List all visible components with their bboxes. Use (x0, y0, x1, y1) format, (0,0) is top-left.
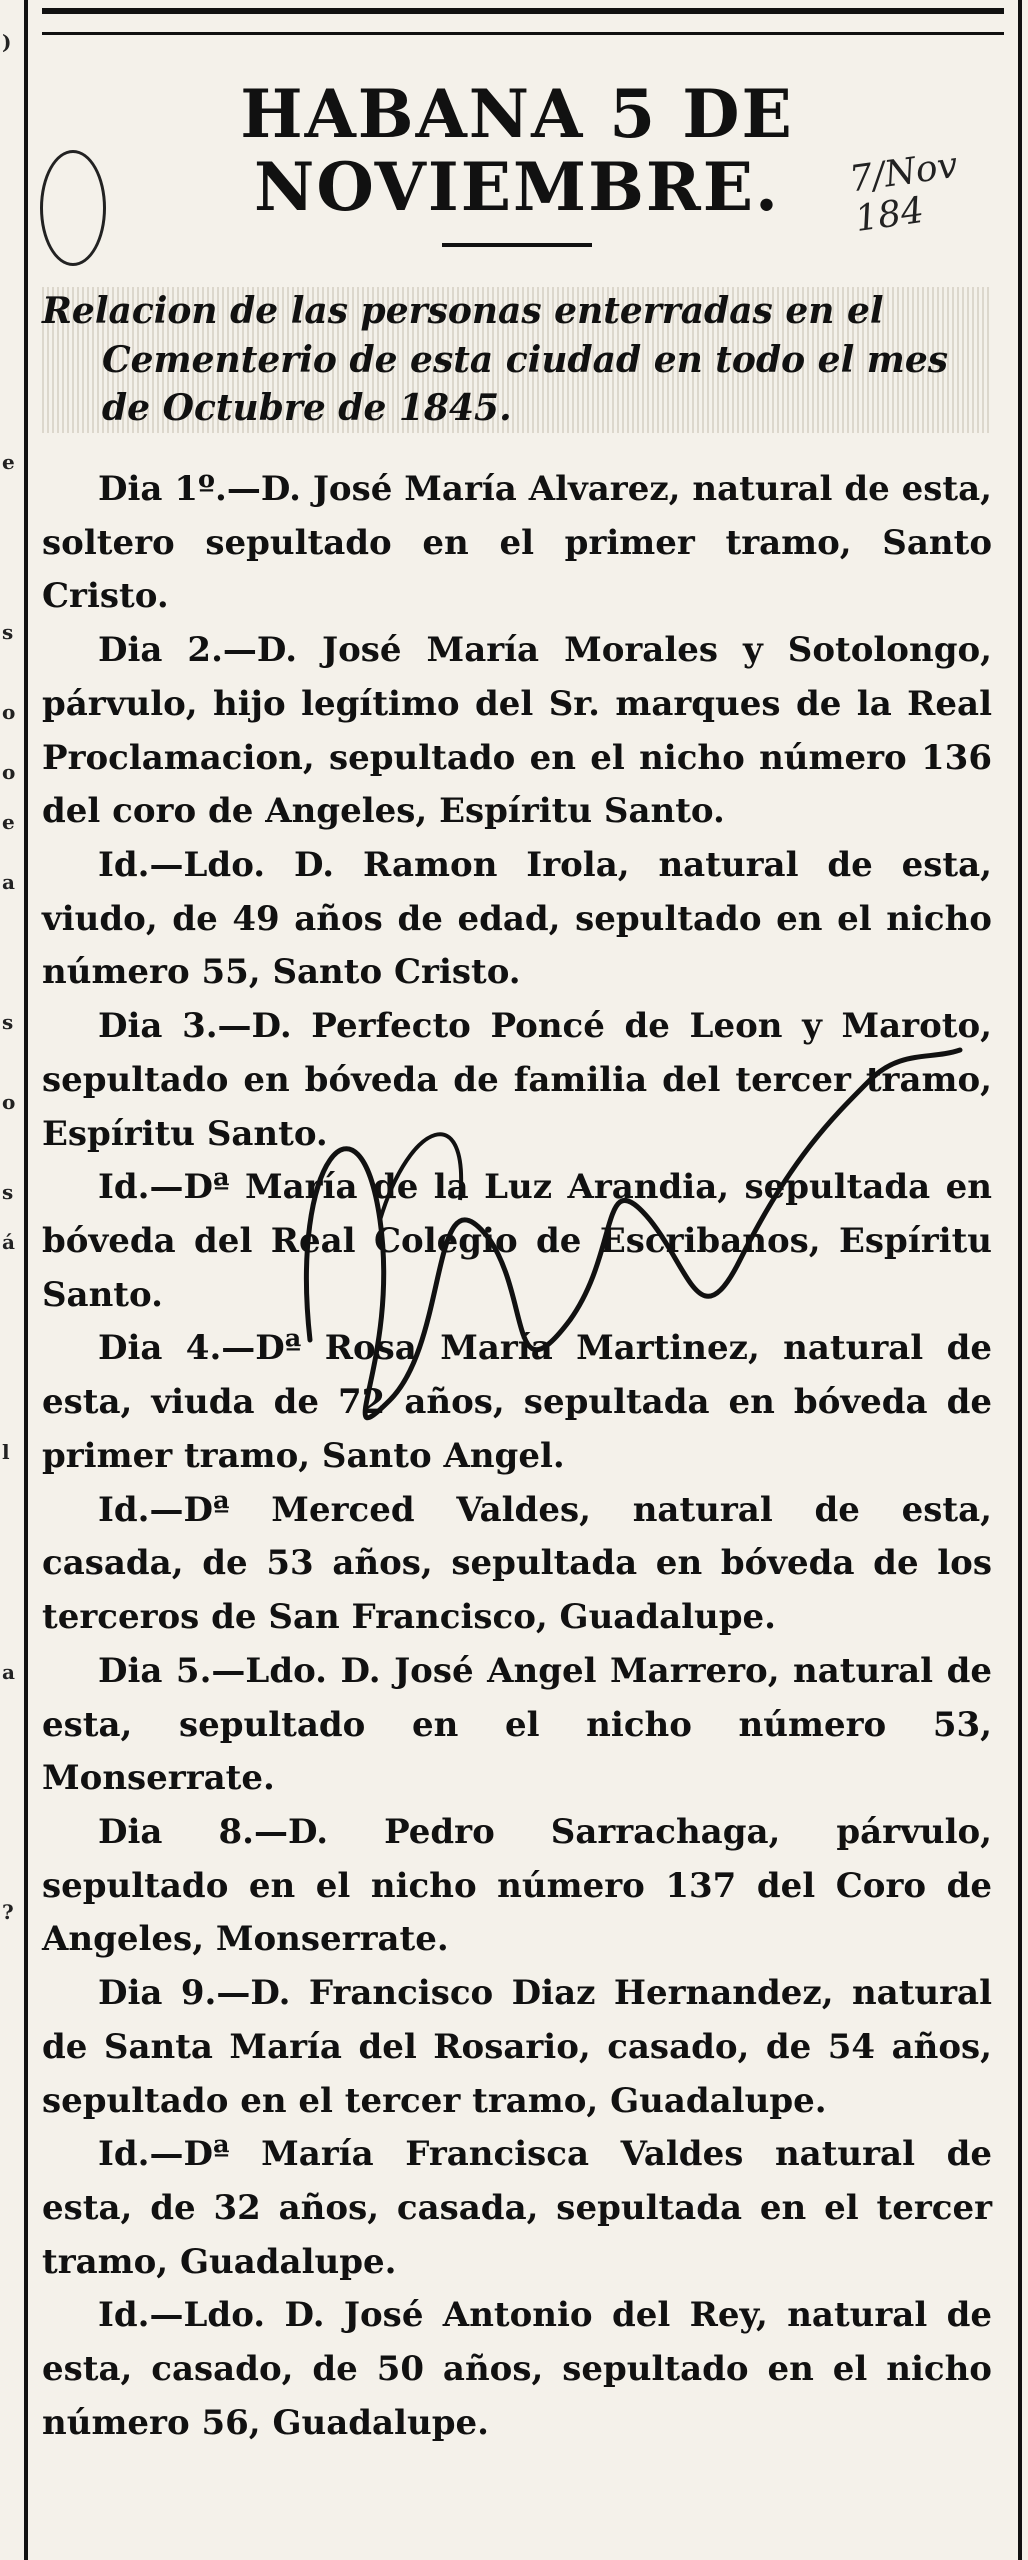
burial-entry: Dia 9.—D. Francisco Diaz Hernandez, natural de Santa María del Rosario, casado, de 54 años, sepultado en el tercer tramo, Guadalupe. (42, 1973, 992, 2121)
burial-entry: Dia 1º.—D. José María Alvarez, natural de esta, soltero sepultado en el primer tramo, Santo Cristo. (42, 468, 992, 617)
margin-fragment: ) (2, 30, 12, 54)
margin-fragment: a (2, 1660, 15, 1684)
margin-fragment: s (2, 1010, 14, 1034)
margin-fragment: e (2, 810, 15, 834)
handwritten-date-note: 7/Nov 184 (847, 144, 961, 240)
burial-entry: Dia 4.—Dª Rosa María Martinez, natural de esta, viuda de 72 años, sepultada en bóveda de primer tramo, Santo Angel. (42, 1328, 992, 1476)
margin-fragment: a (2, 870, 15, 894)
right-edge-rule (1018, 0, 1022, 2560)
burial-entry: Dia 3.—D. Perfecto Poncé de Leon y Maroto, sepultado en bóveda de familia del tercer tramo, Espíritu Santo. (42, 1006, 992, 1154)
burial-entry: Id.—Ldo. D. José Antonio del Rey, natural de esta, casado, de 50 años, sepultado en el nicho número 56, Guadalupe. (42, 2295, 992, 2443)
burial-entry: Id.—Dª Merced Valdes, natural de esta, casada, de 53 años, sepultada en bóveda de los terceros de San Francisco, Guadalupe. (42, 1489, 992, 1638)
burial-entry: Dia 8.—D. Pedro Sarrachaga, párvulo, sepultado en el nicho número 137 del Coro de Angeles, Monserrate. (42, 1811, 992, 1960)
margin-fragment: o (2, 1090, 16, 1114)
margin-fragment: o (2, 700, 16, 724)
article-subheading: Relacion de las personas enterradas en el Cementerio de esta ciudad en todo el mes de Octubre de 1845. (42, 287, 992, 433)
margin-fragment: ? (2, 1900, 14, 1924)
margin-fragment: s (2, 1180, 14, 1204)
top-rule (42, 8, 1004, 35)
burial-entry: Dia 5.—Ldo. D. José Angel Marrero, natural de esta, sepultado en el nicho número 53, Monserrate. (42, 1650, 992, 1799)
burial-entry: Id.—Dª María Francisca Valdes natural de esta, de 32 años, casada, sepultada en el tercer tramo, Guadalupe. (42, 2134, 992, 2282)
adjacent-column-edge (0, 0, 28, 2560)
title-divider (442, 243, 592, 247)
margin-fragment: e (2, 450, 15, 474)
burial-entry: Id.—Dª María de la Luz Arandia, sepultada en bóveda del Real Colegio de Escribanos, Espíritu Santo. (42, 1167, 992, 1315)
margin-fragment: o (2, 760, 16, 784)
burial-entry: Id.—Ldo. D. Ramon Irola, natural de esta, viudo, de 49 años de edad, sepultado en el nicho número 55, Santo Cristo. (42, 845, 992, 993)
article-column (42, 60, 992, 2451)
masthead-title: HABANA 5 DE NOVIEMBRE. (240, 75, 794, 226)
margin-fragment: á (2, 1230, 15, 1254)
margin-fragment: l (2, 1440, 10, 1464)
burial-entry: Dia 2.—D. José María Morales y Sotolongo, párvulo, hijo legítimo del Sr. marques de la Real Proclamacion, sepultado en el nicho número 136 del coro de Angeles, Espíritu Santo. (42, 630, 992, 832)
margin-fragment: s (2, 620, 14, 644)
